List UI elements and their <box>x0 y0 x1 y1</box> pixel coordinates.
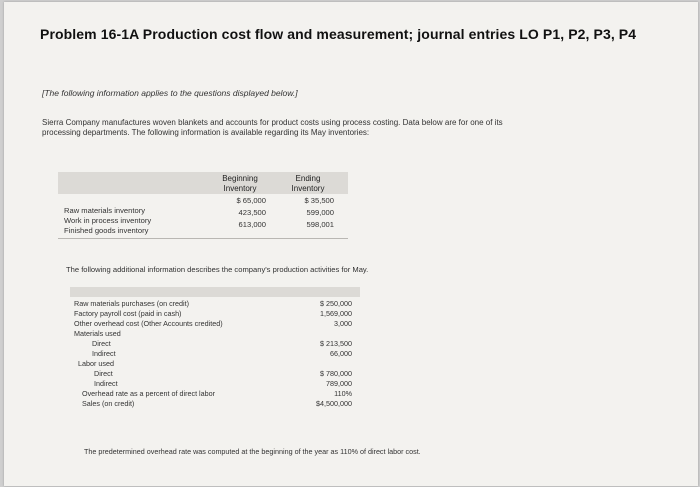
production-activities-table <box>70 287 360 437</box>
raw-materials-purchases-label: Raw materials purchases (on credit) <box>74 299 190 308</box>
inventory-ending-value: $ 35,500 <box>304 196 334 205</box>
labor-direct-label: Direct <box>94 369 113 378</box>
labor-indirect-label: Indirect <box>94 379 118 388</box>
inventory-beginning-value: 423,500 <box>238 208 266 217</box>
ending-inventory-header: Ending Inventory <box>291 174 325 193</box>
labor-indirect-value: 789,000 <box>326 379 352 388</box>
materials-indirect-value: 66,000 <box>330 349 352 358</box>
labor-direct-value: $ 780,000 <box>320 369 352 378</box>
sales-label: Sales (on credit) <box>82 399 135 408</box>
materials-direct-value: $ 213,500 <box>320 339 352 348</box>
sales-value: $4,500,000 <box>316 399 352 408</box>
labor-used-label: Labor used <box>78 359 114 368</box>
materials-direct-label: Direct <box>92 339 111 348</box>
inventory-ending-value: 598,001 <box>306 220 334 229</box>
materials-indirect-label: Indirect <box>92 349 116 358</box>
inventory-beginning-value: 613,000 <box>238 220 266 229</box>
additional-info-text: The following additional information describes the company's production activities for May. <box>66 265 369 274</box>
page-title: Problem 16-1A Production cost flow and measurement; journal entries LO P1, P2, P3, P4 <box>40 26 637 42</box>
inventory-bottom-rule <box>58 238 348 239</box>
inventory-row-label: Finished goods inventory <box>64 226 149 235</box>
inventory-row-label: Work in process inventory <box>64 216 152 225</box>
raw-materials-purchases-value: $ 250,000 <box>320 299 352 308</box>
beginning-inventory-header: Beginning Inventory <box>222 174 258 193</box>
materials-used-label: Materials used <box>74 329 121 338</box>
inventory-row-label: Raw materials inventory <box>64 206 146 215</box>
inventory-beginning-value: $ 65,000 <box>236 196 266 205</box>
other-overhead-value: 3,000 <box>334 319 352 328</box>
inventory-table <box>58 172 348 244</box>
factory-payroll-label: Factory payroll cost (paid in cash) <box>74 309 182 318</box>
production-header-shade <box>70 287 360 297</box>
factory-payroll-value: 1,569,000 <box>320 309 352 318</box>
overhead-rate-note: The predetermined overhead rate was computed at the beginning of the year as 110% of direct labor cost. <box>84 447 421 456</box>
overhead-rate-value: 110% <box>334 389 352 398</box>
question-page <box>4 2 698 486</box>
intro-note: [The following information applies to the questions displayed below.] <box>42 88 298 98</box>
other-overhead-label: Other overhead cost (Other Accounts credited) <box>74 319 223 328</box>
problem-description: Sierra Company manufactures woven blankets and accounts for product costs using process costing. Data below are for one of its processing departments. The following information is available regarding its May inventories: <box>42 118 503 137</box>
inventory-ending-value: 599,000 <box>306 208 334 217</box>
overhead-rate-label: Overhead rate as a percent of direct labor <box>82 389 216 398</box>
